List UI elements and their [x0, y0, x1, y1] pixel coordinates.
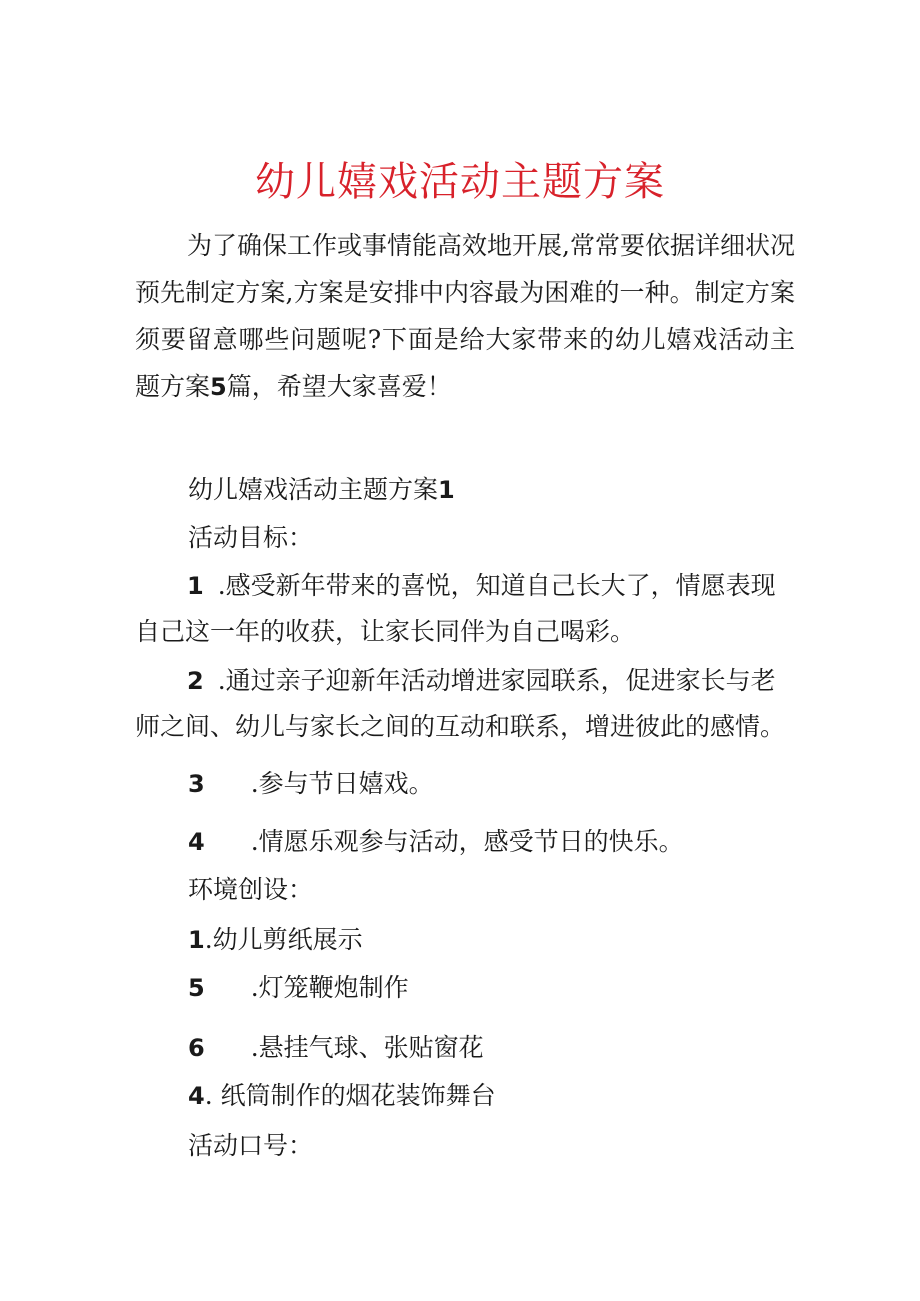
env-heading: 环境创设：	[188, 875, 314, 904]
goal-text: .情愿乐观参与活动，感受节日的快乐。	[250, 827, 684, 856]
intro-text-b: 篇，希望大家喜爱！	[226, 372, 452, 401]
intro-count: 5	[210, 373, 227, 401]
env-item	[188, 1028, 484, 1068]
env-number: 5	[188, 974, 205, 1002]
goal-text: .通过亲子迎新年活动增进家园联系，促进家长与老师之间、幼儿与家长之间的互动和联系，增进彼此的感情。	[135, 666, 786, 741]
goal-text: .参与节日嬉戏。	[250, 769, 434, 798]
section-title	[188, 470, 455, 510]
env-text: .悬挂气球、张贴窗花	[250, 1033, 484, 1062]
intro-text-a: 为了确保工作或事情能高效地开展,常常要依据详细状况预先制定方案,方案是安排中内容最为困难的一种。制定方案须要留意哪些问题呢?下面是给大家带来的幼儿嬉戏活动主题方案	[135, 231, 795, 401]
env-item	[188, 920, 363, 960]
slogan-heading: 活动口号：	[188, 1131, 314, 1160]
section-title-text: 幼儿嬉戏活动主题方案	[188, 475, 439, 504]
goal-item	[135, 563, 785, 655]
goal-number: 3	[188, 770, 205, 798]
env-text: . 纸筒制作的烟花装饰舞台	[204, 1081, 496, 1110]
goal-item	[135, 658, 785, 750]
goal-item	[188, 822, 684, 862]
document-title: 幼儿嬉戏活动主题方案	[255, 159, 665, 205]
goal-number: 2	[187, 667, 204, 695]
env-number: 4	[188, 1082, 205, 1110]
intro-paragraph	[135, 222, 795, 411]
goal-text: .感受新年带来的喜悦，知道自己长大了，情愿表现自己这一年的收获，让家长同伴为自己喝彩。	[135, 571, 776, 646]
env-item	[188, 968, 409, 1008]
goal-number: 1	[187, 572, 204, 600]
env-number: 6	[188, 1034, 205, 1062]
goal-number: 4	[188, 828, 205, 856]
env-number: 1	[188, 926, 205, 954]
env-item	[188, 1076, 496, 1116]
env-text: .幼儿剪纸展示	[204, 925, 363, 954]
goals-heading: 活动目标：	[188, 523, 314, 552]
env-text: .灯笼鞭炮制作	[250, 973, 409, 1002]
section-number: 1	[438, 476, 455, 504]
goal-item	[188, 764, 434, 804]
